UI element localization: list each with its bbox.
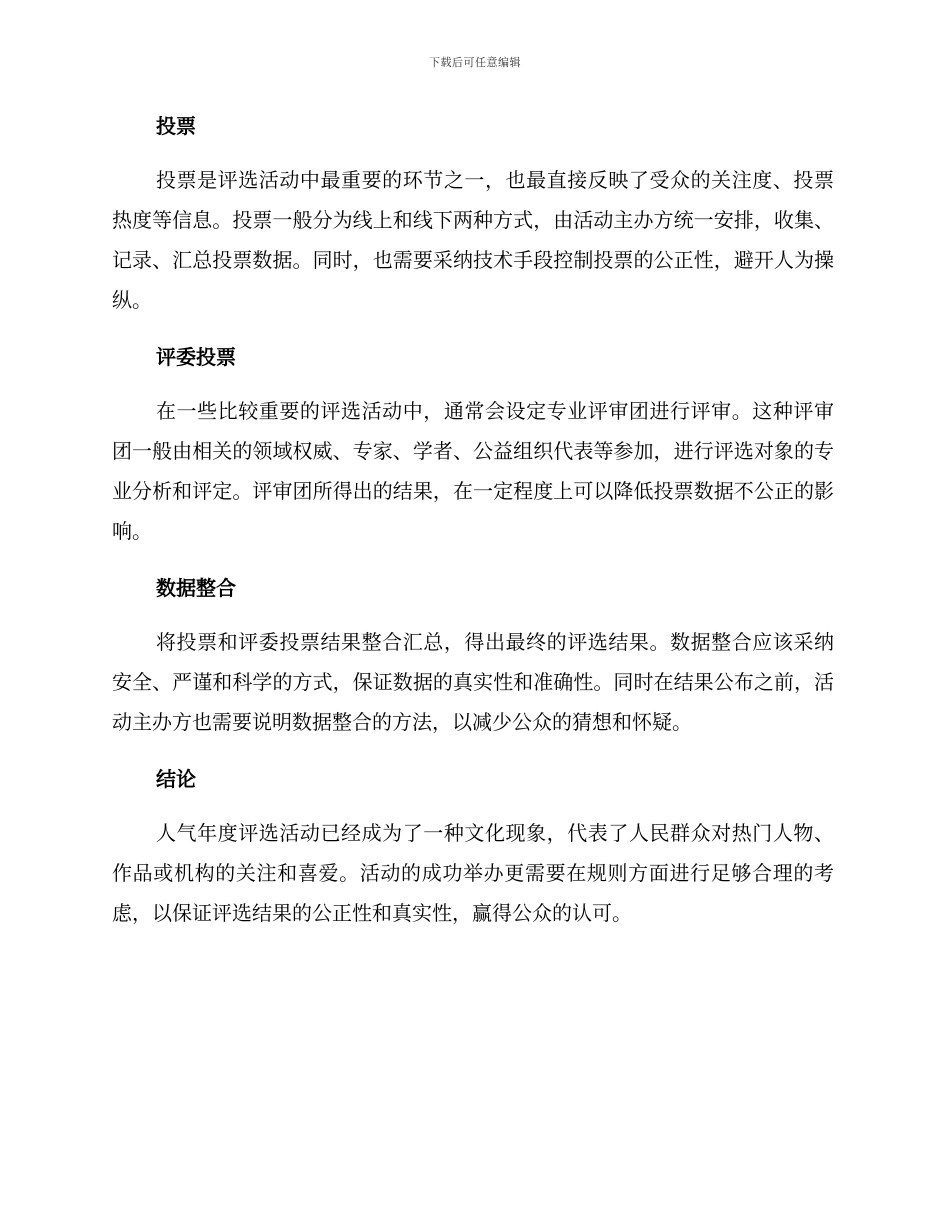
document-body — [112, 106, 834, 933]
section-voting — [112, 106, 834, 320]
section-paragraph: 在一些比较重要的评选活动中，通常会设定专业评审团进行评审。这种评审团一般由相关的领域权威、专家、学者、公益组织代表等参加，进行评选对象的专业分析和评定。评审团所得出的结果，在一定程度上可以降低投票数据不公正的影响。 — [112, 399, 834, 543]
section-paragraph: 投票是评选活动中最重要的环节之一，也最直接反映了受众的关注度、投票热度等信息。投票一般分为线上和线下两种方式，由活动主办方统一安排，收集、记录、汇总投票数据。同时，也需要采纳技术手段控制投票的公正性，避开人为操纵。 — [112, 168, 834, 312]
section-heading: 评委投票 — [156, 345, 236, 369]
section-heading: 结论 — [156, 767, 196, 791]
section-heading: 数据整合 — [156, 576, 236, 600]
section-judges-voting — [112, 337, 834, 551]
section-conclusion — [112, 759, 834, 933]
section-data-integration — [112, 568, 834, 742]
section-paragraph: 将投票和评委投票结果整合汇总，得出最终的评选结果。数据整合应该采纳安全、严谨和科学的方式，保证数据的真实性和准确性。同时在结果公布之前，活动主办方也需要说明数据整合的方法，以减少公众的猜想和怀疑。 — [112, 630, 834, 734]
section-paragraph: 人气年度评选活动已经成为了一种文化现象，代表了人民群众对热门人物、作品或机构的关注和喜爱。活动的成功举办更需要在规则方面进行足够合理的考虑，以保证评选结果的公正性和真实性，赢得公众的认可。 — [112, 821, 834, 925]
section-heading: 投票 — [156, 114, 196, 138]
header-note: 下载后可任意编辑 — [429, 56, 521, 69]
